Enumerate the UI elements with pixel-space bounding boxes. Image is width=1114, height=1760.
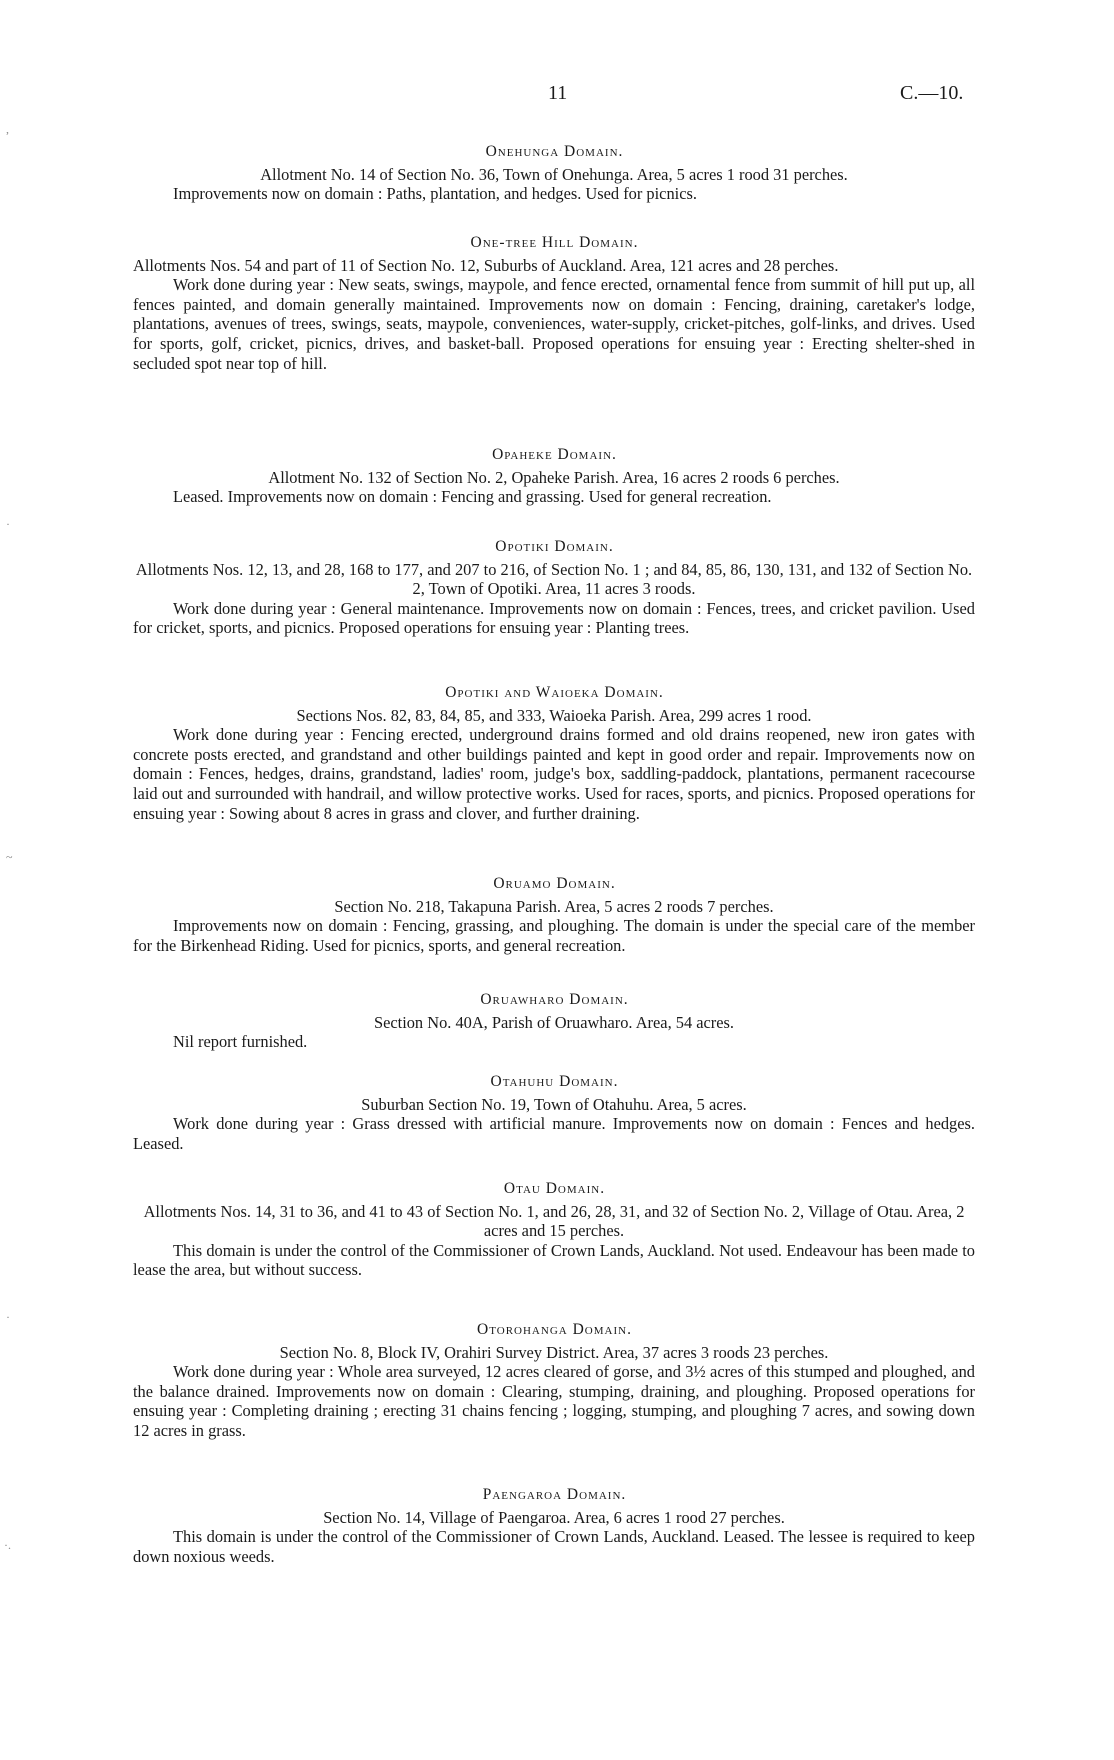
section-otorohanga-domain [133, 1320, 975, 1441]
section-opotiki-domain [133, 537, 975, 638]
margin-mark: ·. [4, 1538, 11, 1552]
section-otau-domain [133, 1179, 975, 1280]
section-opaheke-domain [133, 445, 975, 507]
section-title: One-tree Hill Domain. [470, 234, 638, 251]
section-title: Paengaroa Domain. [482, 1486, 626, 1503]
section-description: Allotments Nos. 12, 13, and 28, 168 to 177, and 207 to 216, of Section No. 1 ; and 84, 85, 86, 130, 131, and 132 of Section No. 2, Town of Opotiki. Area, 11 acres 3 roods. [135, 559, 973, 599]
section-oruamo-domain [133, 874, 975, 955]
section-title: Oruawharo Domain. [480, 991, 628, 1008]
section-paragraph: Work done during year : Fencing erected, underground drains formed and old drains reopened, new iron gates with concrete posts erected, and grandstand and other buildings painted and kept in good order and repair. Improvements now on domain : Fences, hedges, drains, grandstand, ladies' room, judge's box, saddling-paddock, plantations, permanent racecourse laid out and surrounded with handrail, and willow protective works. Used for races, sports, and picnics. Proposed operations for ensuing year : Sowing about 8 acres in grass and clover, and further draining. [133, 725, 975, 823]
section-paengaroa-domain [133, 1485, 975, 1566]
section-onehunga-domain [133, 142, 975, 204]
section-opotiki-and-waioeka-domain [133, 683, 975, 823]
section-paragraph: Leased. Improvements now on domain : Fencing and grassing. Used for general recreation. [173, 487, 772, 507]
section-description: Allotment No. 14 of Section No. 36, Town of Onehunga. Area, 5 acres 1 rood 31 perches. [260, 164, 848, 184]
section-paragraph: This domain is under the control of the Commissioner of Crown Lands, Auckland. Leased. The lessee is required to keep down noxious weeds. [133, 1527, 975, 1566]
section-description: Allotments Nos. 54 and part of 11 of Section No. 12, Suburbs of Auckland. Area, 121 acres and 28 perches. [133, 255, 839, 275]
section-paragraph: Work done during year : New seats, swings, maypole, and fence erected, ornamental fence from summit of hill put up, all fences painted, and domain generally maintained. Improvements now on domain : Fencing, draining, caretaker's lodge, plantations, avenues of trees, swings, seats, maypole, conveniences, water-supply, cricket-pitches, golf-links, and drives. Used for sports, golf, cricket, picnics, drives, and basket-ball. Proposed operations for ensuing year : Erecting shelter-shed in secluded spot near top of hill. [133, 275, 975, 373]
section-description: Allotment No. 132 of Section No. 2, Opaheke Parish. Area, 16 acres 2 roods 6 perches. [268, 467, 840, 487]
margin-mark: , [6, 122, 9, 136]
section-paragraph: Work done during year : Grass dressed with artificial manure. Improvements now on domain : Fences and hedges. Leased. [133, 1114, 975, 1153]
section-title: Opaheke Domain. [492, 446, 616, 463]
section-title: Otau Domain. [503, 1180, 605, 1197]
section-paragraph: Improvements now on domain : Fencing, grassing, and ploughing. The domain is under the special care of the member for the Birkenhead Riding. Used for picnics, sports, and general recreation. [133, 916, 975, 955]
section-one-tree-hill-domain [133, 233, 975, 373]
section-description: Allotments Nos. 14, 31 to 36, and 41 to 43 of Section No. 1, and 26, 28, 31, and 32 of Section No. 2, Village of Otau. Area, 2 acres and 15 perches. [143, 1201, 965, 1241]
section-title: Oruamo Domain. [493, 875, 615, 892]
section-title: Otorohanga Domain. [477, 1321, 631, 1338]
page-number: 11 [548, 82, 568, 104]
section-title: Onehunga Domain. [485, 143, 623, 160]
section-description: Section No. 8, Block IV, Orahiri Survey District. Area, 37 acres 3 roods 23 perches. [279, 1342, 829, 1362]
section-paragraph: Work done during year : General maintenance. Improvements now on domain : Fences, trees, and cricket pavilion. Used for cricket, sports, and picnics. Proposed operations for ensuing year : Planting trees. [133, 598, 975, 638]
margin-mark: · [6, 517, 10, 531]
section-description: Section No. 40A, Parish of Oruawharo. Area, 54 acres. [373, 1012, 735, 1032]
section-description: Section No. 14, Village of Paengaroa. Area, 6 acres 1 rood 27 perches. [323, 1507, 785, 1527]
section-description: Section No. 218, Takapuna Parish. Area, 5 acres 2 roods 7 perches. [334, 896, 774, 916]
section-description: Sections Nos. 82, 83, 84, 85, and 333, Waioeka Parish. Area, 299 acres 1 rood. [296, 705, 812, 725]
section-note: Nil report furnished. [173, 1032, 308, 1052]
section-paragraph: Work done during year : Whole area surveyed, 12 acres cleared of gorse, and 3½ acres of this stumped and ploughed, and the balance drained. Improvements now on domain : Clearing, stumping, draining, and ploughing. Proposed operations for ensuing year : Completing draining ; erecting 31 chains fencing ; logging, stumping, and ploughing 7 acres, and sowing down 12 acres in grass. [133, 1362, 975, 1440]
section-oruawharo-domain [133, 990, 975, 1052]
section-otahuhu-domain [133, 1072, 975, 1153]
margin-mark: · [6, 1310, 10, 1324]
section-paragraph: This domain is under the control of the Commissioner of Crown Lands, Auckland. Not used. Endeavour has been made to lease the area, but without success. [133, 1240, 975, 1280]
section-title: Opotiki and Waioeka Domain. [445, 684, 663, 701]
margin-mark: ~ [6, 850, 13, 864]
section-paragraph: Improvements now on domain : Paths, plantation, and hedges. Used for picnics. [173, 184, 697, 204]
report-code: C.—10. [900, 82, 964, 104]
section-title: Otahuhu Domain. [490, 1073, 618, 1090]
section-description: Suburban Section No. 19, Town of Otahuhu. Area, 5 acres. [361, 1094, 747, 1114]
section-title: Opotiki Domain. [495, 538, 613, 555]
